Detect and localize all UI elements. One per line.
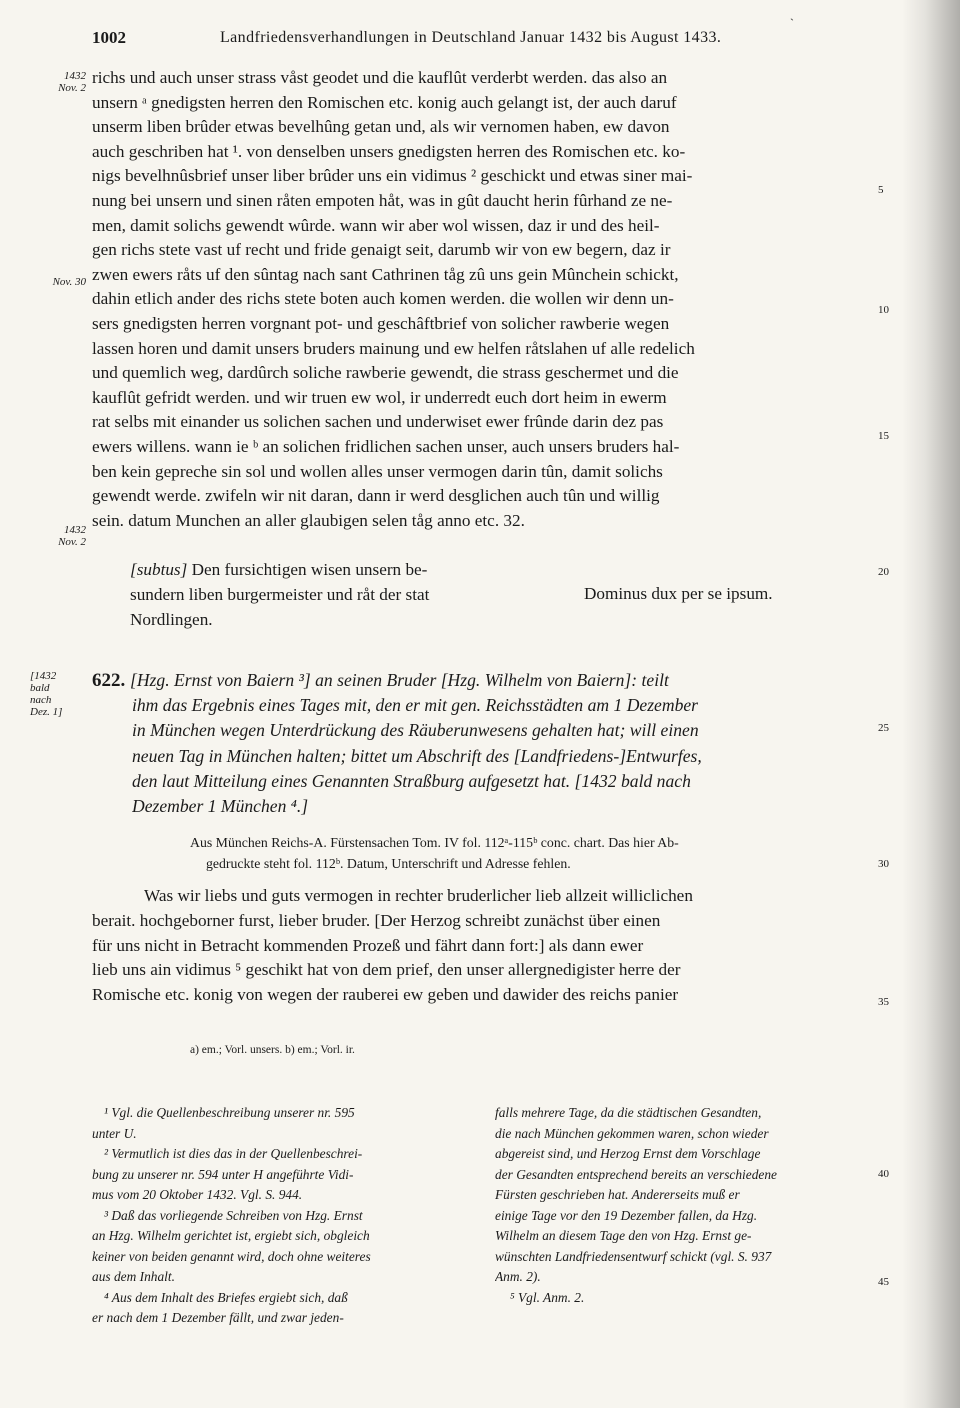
stray-mark: `	[790, 16, 794, 30]
body-line: sers gnedigsten herren vorgnant pot- und geschâftbrief von solicher rawberie wegen	[92, 314, 670, 333]
entry-summary-line	[132, 693, 872, 718]
footnote-line: einige Tage vor den 19 Dezember fallen, da Hzg.	[495, 1207, 758, 1223]
entry-summary-text: in München wegen Unterdrückung des Räuberunwesens gehalten hat; will einen	[132, 720, 699, 741]
footnote-line: Anm. 2).	[495, 1269, 541, 1284]
line-number: 10	[878, 304, 889, 316]
body-line: richs und auch unser strass våst geodet und die kauflût verderbt werden. das also an	[92, 68, 668, 87]
line-number: 35	[878, 996, 889, 1008]
body-line: lassen horen und damit unsers bruders mainung und ew helfen råtslahen uf alle redelich	[92, 338, 695, 358]
address-line: Nordlingen.	[130, 610, 213, 629]
subtus-label: [subtus]	[130, 560, 192, 579]
entry-summary-text: ihm das Ergebnis eines Tages mit, den er mit gen. Reichsstädten am 1 Dezember	[132, 695, 699, 716]
body-line: und quemlich weg, dardûrch soliche rawberie gewendt, die strass geschermet und die	[92, 363, 679, 383]
footnote-line: bung zu unserer nr. 594 unter H angeführte Vidi-	[92, 1166, 354, 1182]
footnote-line: Fürsten geschrieben hat. Andererseits muß er	[495, 1187, 740, 1202]
running-header	[92, 16, 872, 50]
margin-note: [1432 bald nach Dez. 1]	[30, 670, 63, 718]
margin-note: 1432 Nov. 2	[58, 70, 86, 94]
letter-line: berait. hochgeborner furst, lieber bruder. [Der Herzog schreibt zunächst über einen	[92, 910, 661, 930]
page-gutter-shadow	[902, 0, 960, 1408]
entry-summary-line	[132, 794, 872, 819]
entry-summary-text: [Hzg. Ernst von Baiern ³] an seinen Bruder [Hzg. Wilhelm von Baiern]: teilt	[130, 670, 669, 690]
line-number: 40	[878, 1168, 889, 1180]
variant-readings: a) em.; Vorl. unsers. b) em.; Vorl. ir.	[190, 1044, 355, 1056]
footnote-line: wünschten Landfriedensentwurf schickt (vgl. S. 937	[495, 1248, 772, 1264]
line-number: 30	[878, 858, 889, 870]
source-line: gedruckte steht fol. 112ᵇ. Datum, Unterschrift und Adresse fehlen.	[206, 856, 571, 871]
footnote-line: aus dem Inhalt.	[92, 1269, 175, 1284]
margin-note: Nov. 30	[52, 276, 86, 288]
entry-number: 622.	[92, 670, 130, 691]
footnote-line: keiner von beiden genannt wird, doch ohne weiteres	[92, 1248, 371, 1264]
body-line: gewendt werde. zwifeln wir nit daran, dann ir werd desglichen auch tûn und willig	[92, 486, 660, 506]
letter-line: Romische etc. konig von wegen der rauberei ew geben und dawider des reichs panier	[92, 985, 679, 1005]
page-number: 1002	[92, 28, 126, 47]
footnote-line: Wilhelm an diesem Tage den von Hzg. Ernst ge-	[495, 1228, 752, 1243]
body-line: nung bei unsern und sinen råten empoten håt, was in gût daucht herin fûrhand ze ne-	[92, 191, 673, 210]
footnote-line: abgereist sind, und Herzog Ernst dem Vorschlage	[495, 1146, 761, 1161]
body-line: ewers willens. wann ie ᵇ an solichen fridlichen sachen unser, auch unsers bruders hal-	[92, 437, 680, 456]
letter-line: lieb uns ain vidimus ⁵ geschikt hat von dem prief, den unser allergnedigister herre der	[92, 960, 681, 980]
line-number: 25	[878, 722, 889, 734]
footnote-line: ³ Daß das vorliegende Schreiben von Hzg. Ernst	[104, 1207, 363, 1223]
footnote-line: falls mehrere Tage, da die städtischen Gesandten,	[495, 1105, 762, 1120]
letter-line: für uns nicht in Betracht kommenden Prozeß und fährt dann fort:] als dann ewer	[92, 935, 644, 955]
line-number: 5	[878, 184, 884, 196]
body-line: auch geschriben hat ¹. von denselben unsers gnedigsten herren des Romischen etc. ko-	[92, 141, 686, 161]
entry-summary-line	[132, 744, 872, 769]
footnote-line: der Gesandten entsprechend bereits an verschiedene	[495, 1166, 777, 1182]
running-title: Landfriedensverhandlungen in Deutschland Januar 1432 bis August 1433.	[220, 29, 722, 46]
footnote-line: an Hzg. Wilhelm gerichtet ist, ergiebt sich, obgleich	[92, 1228, 370, 1243]
footnote-line: er nach dem 1 Dezember fällt, und zwar jeden-	[92, 1310, 344, 1325]
entry-summary-line	[92, 668, 832, 693]
body-line: men, damit solichs gewendt wûrde. wann wir aber wol wissen, daz ir und des heil-	[92, 215, 660, 235]
body-line: unsern ᵃ gnedigsten herren den Romischen etc. konig auch gelangt ist, der auch daruf	[92, 92, 677, 112]
footnote-line: die nach München gekommen waren, schon wieder	[495, 1125, 769, 1141]
entry-summary-line	[132, 769, 872, 794]
footnote-line: ⁴ Aus dem Inhalt des Briefes ergiebt sich, daß	[104, 1289, 348, 1305]
body-line: rat selbs mit einander us solichen sachen und underwiset ewer frûnde darin dez pas	[92, 412, 664, 432]
body-line: zwen ewers råts uf den sûntag nach sant Cathrinen tåg zû uns gein Mûnchein schickt,	[92, 264, 679, 284]
signature-note: Dominus dux per se ipsum.	[584, 584, 773, 603]
body-line: nigs bevelhnûsbrief unser liber brûder uns ein vidimus ² geschickt und etwas siner mai-	[92, 166, 693, 186]
body-line: dahin etlich ander des richs stete boten auch komen werden. die wollen wir denn un-	[92, 289, 674, 309]
line-number: 20	[878, 566, 889, 578]
footnote-line: unter U.	[92, 1125, 137, 1141]
line-number: 45	[878, 1276, 889, 1288]
letter-line: Was wir liebs und guts vermogen in rechter bruderlicher lieb allzeit williclichen	[144, 886, 693, 905]
address-line: sundern liben burgermeister und råt der stat	[130, 585, 430, 604]
address-line	[130, 558, 530, 582]
footnote-line: mus vom 20 Oktober 1432. Vgl. S. 944.	[92, 1187, 303, 1202]
footnote-line: ⁵ Vgl. Anm. 2.	[510, 1289, 585, 1305]
entry-summary-text: neuen Tag in München halten; bittet um Abschrift des [Landfriedens-]Entwurfes,	[132, 745, 702, 766]
body-line: ben kein gepreche sin sol und wollen alles unser vermogen darin tûn, damit solichs	[92, 461, 663, 481]
entry-summary-line	[132, 718, 872, 743]
body-line: gen richs stete vast uf recht und fride genaigt seit, darumb wir von ew begern, daz ir	[92, 240, 671, 260]
footnote-line: ² Vermutlich ist dies das in der Quellenbeschrei-	[104, 1146, 363, 1161]
entry-summary-text: den laut Mitteilung eines Genannten Straßburg aufgesetzt hat. [1432 bald nach	[132, 770, 691, 791]
source-line: Aus München Reichs-A. Fürstensachen Tom. IV fol. 112ᵃ-115ᵇ conc. chart. Das hier Ab-	[190, 835, 679, 850]
body-line: unserm liben brûder etwas bevelhûng getan und, als wir vernomen haben, ew davon	[92, 117, 670, 137]
subtus-text: Den fursichtigen wisen unsern be-	[191, 560, 428, 579]
line-number: 15	[878, 430, 889, 442]
body-line: kauflût gefridt werden. und wir truen ew wol, ir underredt euch dort heim in ewerm	[92, 387, 667, 407]
body-line: sein. datum Munchen an aller glaubigen selen tåg anno etc. 32.	[92, 510, 525, 530]
footnote-line: ¹ Vgl. die Quellenbeschreibung unserer nr. 595	[104, 1105, 355, 1120]
margin-note: 1432 Nov. 2	[58, 524, 86, 548]
entry-summary-text: Dezember 1 München ⁴.]	[132, 796, 309, 816]
